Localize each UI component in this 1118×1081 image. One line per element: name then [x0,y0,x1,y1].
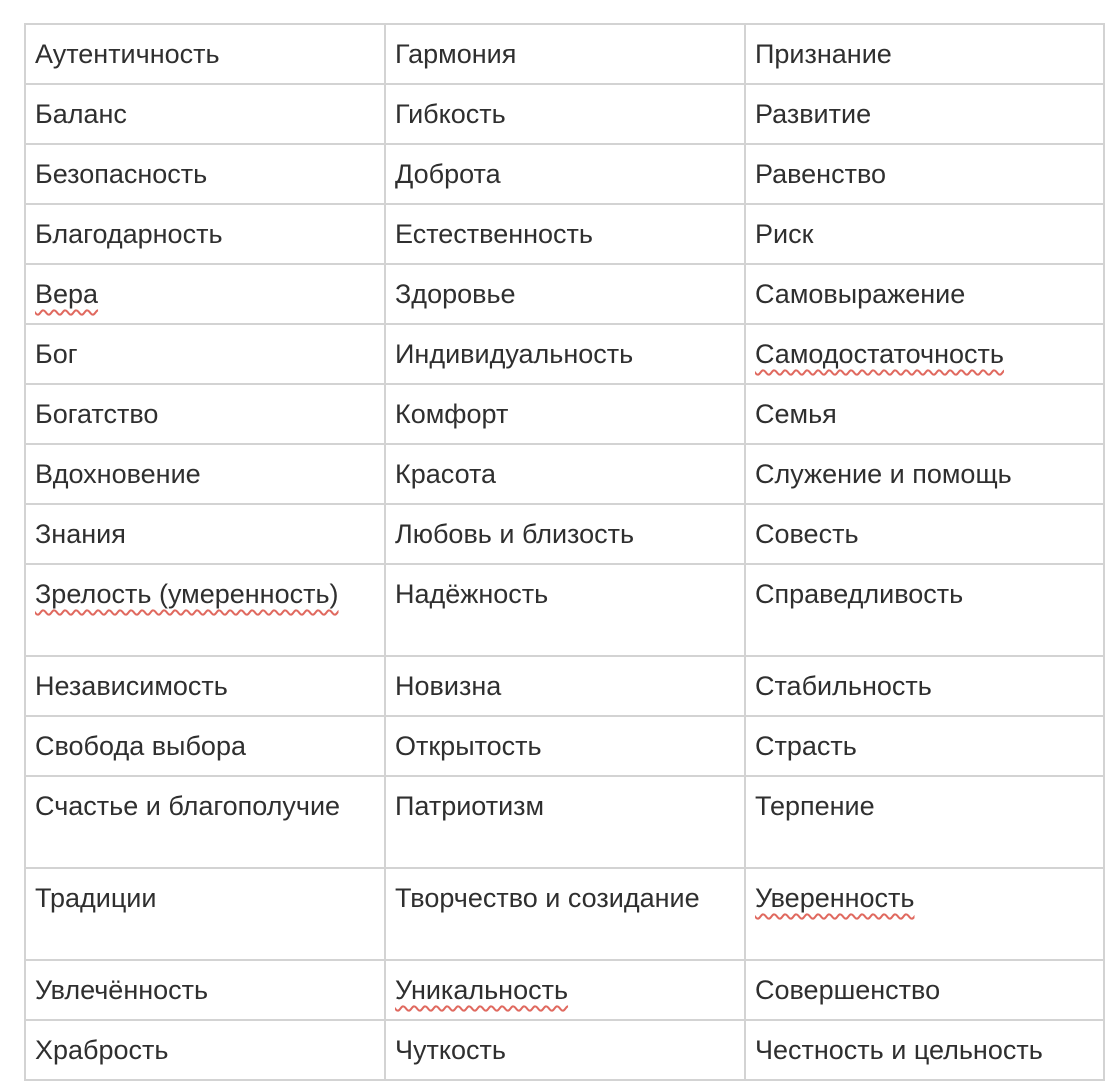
table-cell[interactable] [385,24,745,84]
table-cell[interactable] [745,868,1104,960]
table-cell[interactable] [25,444,385,504]
table-cell[interactable] [385,656,745,716]
table-cell[interactable] [385,960,745,1020]
cell-text: Естественность [395,219,593,249]
table-cell[interactable] [25,144,385,204]
table-cell[interactable] [745,444,1104,504]
cell-text: Гармония [395,39,517,69]
table-row [25,84,1104,144]
table-cell[interactable] [385,444,745,504]
table-cell[interactable] [385,384,745,444]
table-cell[interactable] [385,144,745,204]
table-row [25,776,1104,868]
cell-text: Самодостаточность [755,339,1004,369]
table-cell[interactable] [745,776,1104,868]
table-row [25,656,1104,716]
cell-text: Уникальность [395,975,569,1005]
cell-text: Творчество и созидание [395,883,700,913]
cell-text: Аутентичность [35,39,220,69]
table-cell[interactable] [745,84,1104,144]
cell-text: Справедливость [755,579,964,609]
cell-text: Надёжность [395,579,549,609]
table-row [25,204,1104,264]
cell-text: Честность и цельность [755,1035,1043,1065]
cell-text: Храбрость [35,1035,169,1065]
table-row [25,144,1104,204]
table-cell[interactable] [25,384,385,444]
cell-text: Вера [35,279,99,309]
table-cell[interactable] [745,960,1104,1020]
table-cell[interactable] [385,868,745,960]
table-row [25,1020,1104,1080]
cell-text: Патриотизм [395,791,545,821]
values-table [24,23,1105,1081]
cell-text: Уверенность [755,883,915,913]
table-cell[interactable] [25,716,385,776]
values-table-body [25,24,1104,1080]
table-cell[interactable] [25,564,385,656]
table-cell[interactable] [385,204,745,264]
table-cell[interactable] [745,384,1104,444]
cell-text: Чуткость [395,1035,506,1065]
table-cell[interactable] [745,144,1104,204]
table-cell[interactable] [385,1020,745,1080]
table-row [25,716,1104,776]
cell-text: Риск [755,219,814,249]
table-cell[interactable] [385,504,745,564]
cell-text: Семья [755,399,837,429]
table-cell[interactable] [745,24,1104,84]
cell-text: Любовь и близость [395,519,635,549]
table-row [25,264,1104,324]
cell-text: Богатство [35,399,159,429]
cell-text: Новизна [395,671,502,701]
table-cell[interactable] [745,504,1104,564]
cell-text: Совершенство [755,975,941,1005]
table-cell[interactable] [745,264,1104,324]
table-cell[interactable] [385,564,745,656]
cell-text: Стабильность [755,671,932,701]
table-cell[interactable] [745,324,1104,384]
table-cell[interactable] [25,868,385,960]
cell-text: Баланс [35,99,127,129]
cell-text: Вдохновение [35,459,201,489]
table-row [25,24,1104,84]
cell-text: Развитие [755,99,872,129]
cell-text: Здоровье [395,279,516,309]
cell-text: Открытость [395,731,542,761]
table-cell[interactable] [25,776,385,868]
table-cell[interactable] [745,716,1104,776]
table-cell[interactable] [385,84,745,144]
cell-text: Комфорт [395,399,509,429]
table-cell[interactable] [745,1020,1104,1080]
cell-text: Страсть [755,731,857,761]
cell-text: Индивидуальность [395,339,634,369]
cell-text: Красота [395,459,497,489]
table-cell[interactable] [385,716,745,776]
table-cell[interactable] [385,324,745,384]
table-row [25,868,1104,960]
cell-text: Знания [35,519,126,549]
cell-text: Свобода выбора [35,731,246,761]
table-row [25,564,1104,656]
table-cell[interactable] [745,204,1104,264]
cell-text: Доброта [395,159,501,189]
table-row [25,324,1104,384]
table-cell[interactable] [25,84,385,144]
table-cell[interactable] [25,264,385,324]
table-cell[interactable] [25,656,385,716]
table-cell[interactable] [385,776,745,868]
cell-text: Счастье и благополучие [35,791,341,821]
table-cell[interactable] [745,564,1104,656]
table-row [25,444,1104,504]
table-cell[interactable] [745,656,1104,716]
cell-text: Безопасность [35,159,208,189]
table-cell[interactable] [385,264,745,324]
table-row [25,960,1104,1020]
cell-text: Самовыражение [755,279,966,309]
cell-text: Равенство [755,159,887,189]
table-row [25,504,1104,564]
cell-text: Увлечённость [35,975,209,1005]
cell-text: Признание [755,39,892,69]
cell-text: Бог [35,339,78,369]
cell-text: Независимость [35,671,228,701]
table-cell[interactable] [25,1020,385,1080]
cell-text: Зрелость (умеренность) [35,579,339,609]
cell-text: Терпение [755,791,875,821]
cell-text: Служение и помощь [755,459,1012,489]
table-cell[interactable] [25,24,385,84]
table-cell[interactable] [25,504,385,564]
cell-text: Благодарность [35,219,223,249]
table-cell[interactable] [25,204,385,264]
cell-text: Совесть [755,519,859,549]
table-row [25,384,1104,444]
table-cell[interactable] [25,324,385,384]
table-cell[interactable] [25,960,385,1020]
cell-text: Гибкость [395,99,506,129]
cell-text: Традиции [35,883,157,913]
